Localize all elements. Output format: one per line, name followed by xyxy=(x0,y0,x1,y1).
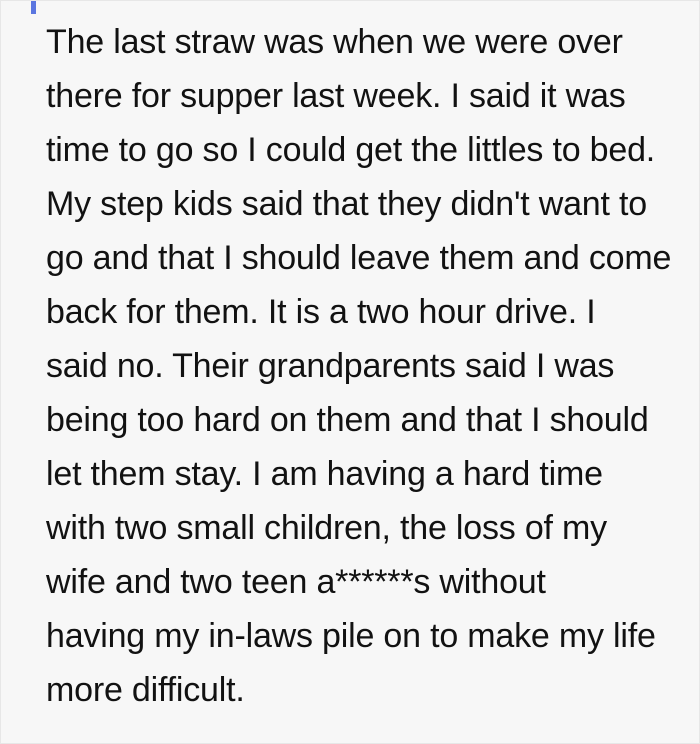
quote-bar-remnant xyxy=(31,1,36,14)
post-text-line: said no. Their grandparents said I was xyxy=(46,347,615,385)
post-text-line: The last straw was when we were over xyxy=(46,23,623,61)
post-text-line: My step kids said that they didn't want to xyxy=(46,185,647,223)
post-text-line: wife and two teen a******s without xyxy=(46,563,546,601)
post-text-line: more difficult. xyxy=(46,671,245,709)
post-text-line: back for them. It is a two hour drive. I xyxy=(46,293,596,331)
post-text-line: go and that I should leave them and come xyxy=(46,239,672,277)
post-text-line: let them stay. I am having a hard time xyxy=(46,455,603,493)
post-text-line: having my in-laws pile on to make my life xyxy=(46,617,656,655)
post-text-line: being too hard on them and that I should xyxy=(46,401,649,439)
post-body-text xyxy=(1,1,699,717)
post-text-line: there for supper last week. I said it was xyxy=(46,77,626,115)
post-text-line: time to go so I could get the littles to bed. xyxy=(46,131,656,169)
post-text-line: with two small children, the loss of my xyxy=(46,509,607,547)
